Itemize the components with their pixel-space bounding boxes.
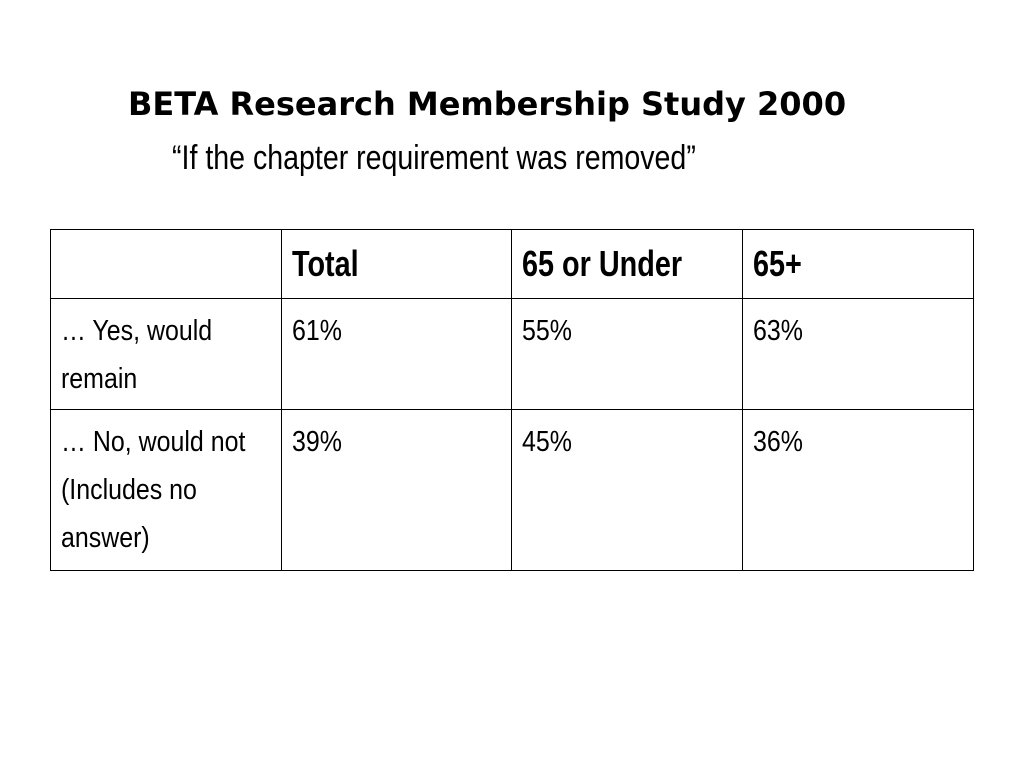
table-header-row bbox=[51, 230, 974, 299]
slide-subtitle: “If the chapter requirement was removed” bbox=[172, 139, 696, 177]
header-cell-total: Total bbox=[282, 230, 512, 299]
table-cell: 61% bbox=[282, 299, 512, 410]
header-cell-empty bbox=[51, 230, 282, 299]
table-cell: 63% bbox=[743, 299, 974, 410]
table-cell: 39% bbox=[282, 410, 512, 571]
table-row bbox=[51, 410, 974, 571]
results-table bbox=[50, 229, 974, 571]
slide-title: BETA Research Membership Study 2000 bbox=[128, 85, 847, 123]
table-cell: 45% bbox=[512, 410, 743, 571]
header-cell-65-or-under: 65 or Under bbox=[512, 230, 743, 299]
table-cell: 36% bbox=[743, 410, 974, 571]
table-cell: 55% bbox=[512, 299, 743, 410]
header-cell-65-plus: 65+ bbox=[743, 230, 974, 299]
row-label-yes: … Yes, would remain bbox=[51, 299, 282, 410]
table-row bbox=[51, 299, 974, 410]
row-label-no: … No, would not (Includes no answer) bbox=[51, 410, 282, 571]
